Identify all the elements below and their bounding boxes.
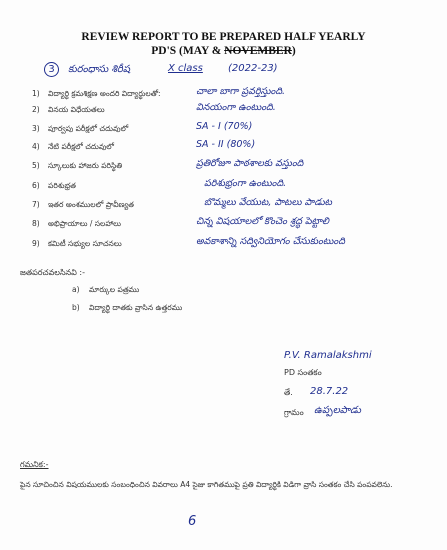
date-label: తే.: [284, 388, 293, 397]
row-answer: చాలా బాగా ప్రవర్తిస్తుంది.: [196, 86, 286, 97]
village-label: గ్రామం: [284, 408, 304, 417]
row-answer: ప్రతిరోజూ పాఠశాలకు వస్తుంది: [196, 158, 304, 169]
row-number: 4): [32, 142, 40, 151]
student-class: X class: [168, 63, 203, 74]
row-label: స్కూలుకు హాజరు పరిస్థితి: [48, 161, 123, 170]
row-label: విద్యార్థి క్రమశిక్షణ అందరి విద్యార్థులతో:: [48, 89, 161, 98]
row-label: అభిప్రాయాలు / సలహాలు: [48, 219, 122, 228]
row-answer: SA - I (70%): [196, 121, 253, 132]
row-label: పూర్వపు పరీక్షలో చదువులో: [48, 124, 129, 133]
page-mark: 6: [188, 514, 197, 529]
row-number: 7): [32, 200, 40, 209]
row-answer: SA - II (80%): [196, 139, 256, 150]
enclosure-b-letter: b): [72, 303, 80, 312]
row-answer: బొమ్మలు వేయుట, పాటలు పాడుట: [204, 197, 332, 208]
note-text: పైన సూచించిన విషయములకు సంబంధించిన వివరాలు A4 సైజు కాగితముపై ప్రతి విద్యార్థికి విడిగా వ్రాసి సంతకం చేసి పంపవలెను.: [20, 480, 393, 489]
enclosure-b-text: విద్యార్థి దాతకు వ్రాసిన ఉత్తరము: [89, 303, 183, 312]
row-label: పరిశుభ్రత: [48, 181, 76, 190]
row-label: కమిటీ సభ్యుల సూచనలు: [48, 239, 122, 248]
subtitle-struck-month: NOVEMBER: [224, 45, 292, 57]
pd-signature: P.V. Ramalakshmi: [284, 350, 372, 361]
pd-signature-label: PD సంతకం: [284, 368, 322, 377]
row-answer: చిన్న విషయాలలో కొంచెం శ్రద్ధ పెట్టాలి: [196, 216, 330, 227]
row-number: 2): [32, 105, 40, 114]
row-number: 9): [32, 239, 40, 248]
student-number-circle: 3: [44, 62, 59, 77]
row-number: 1): [32, 89, 40, 98]
row-answer: అవకాశాన్ని సద్వినియోగం చేసుకుంటుంది: [196, 236, 345, 247]
report-subtitle: [0, 45, 447, 57]
row-answer: పరిశుభ్రంగా ఉంటుంది.: [204, 178, 287, 189]
enclosure-a-letter: a): [72, 285, 80, 294]
subtitle-suffix: ): [291, 45, 296, 57]
row-answer: వినయంగా ఉంటుంది.: [196, 102, 276, 113]
row-number: 5): [32, 161, 40, 170]
row-number: 8): [32, 219, 40, 228]
note-heading: గమనిక:-: [20, 460, 49, 469]
row-label: నేటి పరీక్షలో చదువులో: [48, 142, 115, 151]
academic-year: (2022-23): [228, 63, 278, 74]
date-value: 28.7.22: [310, 386, 349, 397]
row-label: ఇతర అంశములలో ప్రావీణ్యత: [48, 200, 135, 209]
row-number: 3): [32, 124, 40, 133]
enclosures-heading: జతపరచవలసినవి :-: [20, 268, 85, 277]
row-number: 6): [32, 181, 40, 190]
student-name: కురంధాసు శిరీష: [68, 64, 130, 75]
report-title: REVIEW REPORT TO BE PREPARED HALF YEARLY: [81, 31, 366, 43]
row-label: వినయ విధేయతలు: [48, 105, 105, 114]
subtitle-prefix: PD'S (MAY &: [151, 45, 225, 57]
enclosure-a-text: మార్కుల పత్రము: [89, 285, 140, 294]
village-value: ఉప్పలపాడు: [314, 405, 361, 416]
